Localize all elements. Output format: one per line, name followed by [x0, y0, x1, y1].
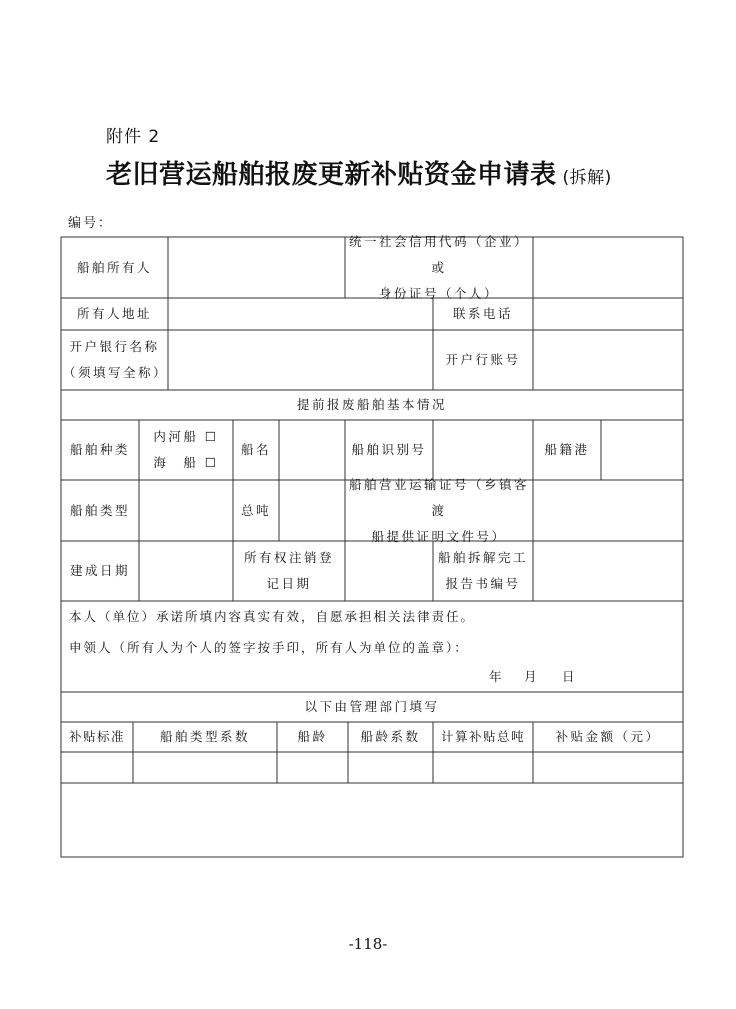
col-age: 船龄 [297, 729, 328, 744]
col-standard: 补贴标准 [68, 729, 125, 744]
report-no-label [433, 541, 533, 601]
owner-field[interactable] [168, 237, 345, 298]
ship-kind-options [139, 420, 233, 480]
owner-label: 船舶所有人 [76, 259, 152, 275]
col-tonnage: 计算补贴总吨 [440, 729, 525, 744]
applicant-signature-label: 申领人（所有人为个人的签字按手印，所有人为单位的盖章）： [69, 640, 469, 655]
cancel-date-field[interactable] [345, 541, 433, 601]
registry-port-label: 船籍港 [544, 442, 590, 457]
serial-number-label: 编号： [68, 216, 114, 231]
address-field[interactable] [168, 298, 433, 330]
cancel-date-label [233, 541, 345, 601]
form-title-suffix: (拆解) [562, 168, 612, 188]
credit-code-label [345, 233, 533, 301]
date-day: 日 [562, 669, 577, 684]
type-coef-field[interactable] [133, 752, 277, 783]
cancel-date-label-line1: 所有权注销登 [243, 550, 334, 565]
bank-name-label-line1: 开户银行名称 [69, 339, 160, 354]
cancel-date-label-line2: 记日期 [266, 576, 312, 591]
gross-tonnage-field[interactable] [279, 480, 345, 541]
ship-id-label: 船舶识别号 [351, 442, 427, 457]
bank-name-label [61, 330, 168, 390]
section-basic-info: 提前报废船舶基本情况 [296, 397, 447, 412]
remarks-area[interactable] [61, 783, 683, 857]
license-label [345, 476, 533, 544]
gross-tonnage-label: 总吨 [240, 502, 271, 518]
bank-name-field[interactable] [168, 330, 433, 390]
form-title-text: 老旧营运船舶报废更新补贴资金申请表 [106, 160, 557, 190]
build-date-label: 建成日期 [69, 563, 130, 578]
bank-name-label-line2: （须填写全称） [63, 365, 169, 380]
license-field[interactable] [533, 480, 683, 541]
account-field[interactable] [533, 330, 683, 390]
ship-name-label: 船名 [240, 442, 271, 457]
col-amount: 补贴金额（元） [555, 729, 661, 744]
address-label: 所有人地址 [76, 306, 152, 321]
page-number: -118- [348, 935, 388, 953]
amount-field[interactable] [533, 752, 683, 783]
credit-code-field[interactable] [533, 237, 683, 298]
option-river-checkbox[interactable]: 内河船 ☐ [153, 429, 219, 444]
phone-label: 联系电话 [452, 306, 513, 321]
standard-field[interactable] [61, 752, 133, 783]
ship-kind-label: 船舶种类 [69, 442, 130, 457]
attachment-label: 附件 2 [106, 127, 161, 147]
ship-name-field[interactable] [279, 420, 345, 480]
phone-field[interactable] [533, 298, 683, 330]
col-type-coef: 船舶类型系数 [159, 729, 250, 744]
date-year: 年 [489, 669, 504, 684]
account-label: 开户行账号 [445, 352, 521, 367]
option-sea-checkbox[interactable]: 海 船 ☐ [153, 455, 219, 470]
date-month: 月 [524, 669, 539, 684]
age-field[interactable] [277, 752, 348, 783]
pledge-text: 本人（单位）承诺所填内容真实有效，自愿承担相关法律责任。 [69, 609, 476, 624]
license-label-line1: 船舶营业运输证号（乡镇客渡 [348, 476, 529, 518]
report-no-label-line2: 报告书编号 [445, 576, 521, 591]
registry-port-field[interactable] [601, 420, 683, 480]
build-date-field[interactable] [139, 541, 233, 601]
section-admin: 以下由管理部门填写 [304, 699, 440, 714]
credit-code-label-line2: 身份证号（个人） [378, 285, 499, 301]
report-no-label-line1: 船舶拆解完工 [437, 550, 528, 565]
credit-code-label-line1: 统一社会信用代码（企业）或 [348, 233, 529, 275]
col-age-coef: 船龄系数 [360, 729, 421, 744]
age-coef-field[interactable] [348, 752, 433, 783]
ship-type-label: 船舶类型 [69, 502, 130, 518]
ship-type-field[interactable] [139, 480, 233, 541]
license-label-line2: 船提供证明文件号） [371, 528, 507, 544]
report-no-field[interactable] [533, 541, 683, 601]
tonnage-field[interactable] [433, 752, 533, 783]
